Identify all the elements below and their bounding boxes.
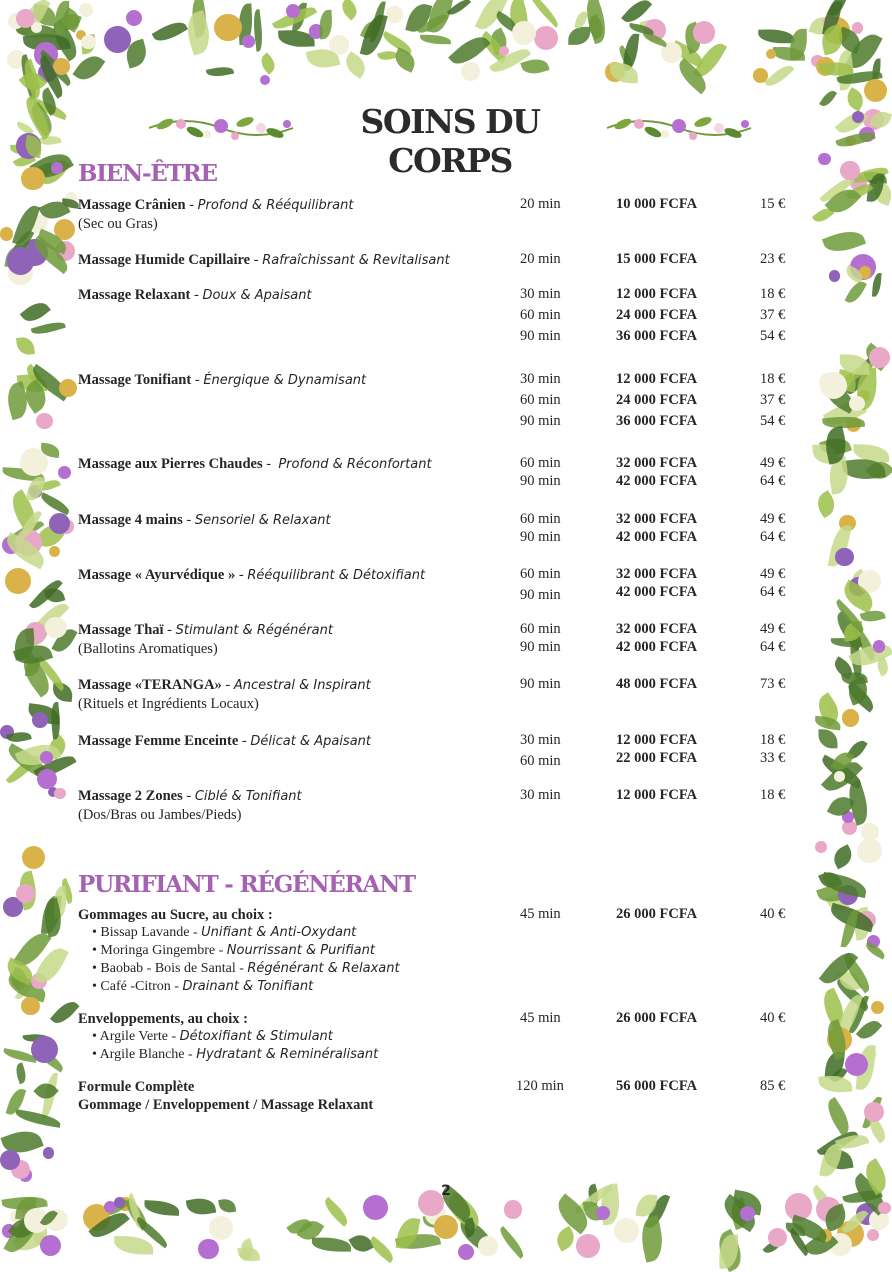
leaf-icon [841,1206,869,1237]
item-description: Ancestral & Inspirant [233,678,371,693]
flower-icon [845,1053,868,1076]
flower-icon [840,161,859,180]
leaf-icon [822,225,866,256]
item-name: Massage aux Pierres Chaudes [78,456,263,472]
leaf-icon [14,1109,61,1128]
option-item: • Café -Citron - Drainant & Tonifiant [92,979,314,994]
item-name: Massage Relaxant [78,287,191,303]
price-duration: 90 min [520,676,561,692]
price-duration: 20 min [520,251,561,267]
leaf-icon [39,493,72,516]
leaf-icon [114,1236,153,1255]
page-header [145,100,755,180]
price-duration: 60 min [520,455,561,471]
leaf-icon [182,10,215,55]
leaf-icon [49,702,62,740]
price-duration: 30 min [520,787,561,803]
price-euro: 64 € [760,584,786,600]
leaf-icon [143,1200,179,1216]
flower-icon [871,1001,884,1014]
price-fcfa: 42 000 FCFA [616,584,698,600]
price-fcfa: 48 000 FCFA [616,676,698,692]
flower-icon [842,709,860,727]
leaf-icon [218,1197,236,1213]
item-name: Massage Thaï [78,622,164,638]
flower-icon [36,413,52,429]
price-euro: 33 € [760,750,786,766]
menu-item-gommages-sucre [78,906,798,996]
leaf-icon [637,1215,667,1262]
price-duration: 90 min [520,328,561,344]
flower-icon [58,466,71,479]
flower-icon [386,6,402,22]
price-fcfa: 42 000 FCFA [616,473,698,489]
price-euro: 23 € [760,251,786,267]
option-item: • Moringa Gingembre - Nourrissant & Purifiant [92,943,375,958]
leaf-icon [14,1062,29,1084]
price-fcfa: 15 000 FCFA [616,251,698,267]
price-fcfa: 12 000 FCFA [616,286,698,302]
leaf-icon [50,997,80,1028]
price-duration: 30 min [520,732,561,748]
menu-item-massage-teranga: Massage «TERANGA» - Ancestral & Inspirant (Rituels et Ingrédients Locaux) 90 min 48 000 FCFA 73 € [78,676,798,713]
menu-item-enveloppements [78,1010,798,1064]
price-euro: 64 € [760,529,786,545]
item-description: Profond & Rééquilibrant [197,198,354,213]
leaf-icon [822,1097,855,1136]
leaf-icon [812,490,839,518]
price-euro: 49 € [760,566,786,582]
leaf-icon [819,88,837,108]
menu-item-massage-2-zones: Massage 2 Zones - Ciblé & Tonifiant (Dos/Bras ou Jambes/Pieds) 30 min 12 000 FCFA 18 € [78,787,798,824]
flower-icon [40,1235,61,1256]
flower-icon [504,1200,523,1219]
flower-icon [54,788,66,800]
flower-icon [40,751,53,764]
price-duration: 90 min [520,473,561,489]
item-name: Gommages au Sucre, au choix : [78,907,273,923]
flower-icon [861,823,879,841]
leaf-icon [338,0,361,21]
floral-border-left [0,0,80,1262]
leaf-icon [392,47,420,73]
price-euro: 49 € [760,511,786,527]
price-fcfa: 42 000 FCFA [616,639,698,655]
menu-item-massage-humide-capillaire: Massage Humide Capillaire - Rafraîchissant & Revitalisant 20 min 15 000 FCFA 23 € [78,251,798,270]
flower-icon [878,1202,891,1215]
leaf-icon [872,273,882,297]
item-subtitle: (Dos/Bras ou Jambes/Pieds) [78,807,242,823]
leaf-icon [20,298,51,327]
price-euro: 73 € [760,676,786,692]
flower-icon [79,3,93,17]
leaf-icon [845,279,868,307]
leaf-icon [44,586,65,605]
item-description: Sensoriel & Relaxant [194,513,331,528]
flower-icon [0,227,13,240]
price-euro: 54 € [760,413,786,429]
price-duration: 60 min [520,566,561,582]
flower-icon [81,35,96,50]
price-duration: 90 min [520,639,561,655]
item-subtitle: (Rituels et Ingrédients Locaux) [78,696,259,712]
menu-item-massage-pierres-chaudes: Massage aux Pierres Chaudes - Profond & Réconfortant 60 min 32 000 FCFA 49 € 90 min 42 000 FCFA 64 € [78,455,798,474]
price-duration: 120 min [516,1078,564,1094]
item-name: Formule Complète [78,1079,195,1095]
price-duration: 60 min [520,753,561,769]
leaf-icon [206,65,234,79]
flower-icon [209,1216,233,1240]
page-title: SOINS DU CORPS [360,102,540,180]
option-item: • Argile Verte - Détoxifiant & Stimulant [92,1029,333,1044]
price-fcfa: 36 000 FCFA [616,328,698,344]
leaf-icon [312,1238,351,1252]
item-name: Massage Crânien [78,197,186,213]
menu-item-massage-femme-enceinte: Massage Femme Enceinte - Délicat & Apaisant 30 min 12 000 FCFA 18 € 60 min 22 000 FCFA 33 € [78,732,798,751]
leaf-icon [341,51,370,79]
leaf-icon [320,1196,351,1226]
flower-icon [49,546,60,557]
leaf-icon [30,319,65,337]
flower-icon [260,75,270,85]
menu-item-massage-relaxant: Massage Relaxant - Doux & Apaisant 30 min 12 000 FCFA 18 € 60 min 24 000 FCFA 37 € 90 min 36 000 FCFA 54 € [78,286,798,305]
item-subtitle: Gommage / Enveloppement / Massage Relaxant [78,1097,374,1113]
flower-icon [37,769,57,789]
price-euro: 18 € [760,286,786,302]
flower-icon [21,167,44,190]
price-euro: 18 € [760,787,786,803]
page-number: 2 [441,1183,451,1199]
option-item: • Argile Blanche - Hydratant & Reminéralisant [92,1047,379,1062]
item-description: Doux & Apaisant [202,288,312,303]
flower-icon [693,21,715,43]
flower-icon [766,49,776,59]
price-fcfa: 12 000 FCFA [616,371,698,387]
leaf-icon [818,729,837,748]
price-euro: 64 € [760,473,786,489]
price-fcfa: 32 000 FCFA [616,621,698,637]
flower-icon [740,1206,755,1221]
flower-icon [873,640,885,652]
leaf-icon [521,55,550,77]
price-fcfa: 12 000 FCFA [616,787,698,803]
leaf-icon [568,26,590,44]
flower-icon [614,1218,639,1243]
item-name: Massage 4 mains [78,512,183,528]
price-duration: 60 min [520,511,561,527]
item-name: Massage 2 Zones [78,788,183,804]
menu-item-massage-4-mains: Massage 4 mains - Sensoriel & Relaxant 60 min 32 000 FCFA 49 € 90 min 42 000 FCFA 64 € [78,511,798,530]
item-name: Massage Tonifiant [78,372,192,388]
price-fcfa: 10 000 FCFA [616,196,698,212]
price-fcfa: 26 000 FCFA [616,906,698,922]
leaf-icon [553,1226,579,1251]
menu-item-massage-cranien: Massage Crânien - Profond & Rééquilibrant (Sec ou Gras) 20 min 10 000 FCFA 15 € [78,196,798,233]
flower-icon [478,1236,498,1256]
price-duration: 60 min [520,307,561,323]
leaf-icon [55,1,69,35]
floral-border-right [812,0,892,1262]
menu-item-massage-ayurvedique: Massage « Ayurvédique » - Rééquilibrant & Détoxifiant 60 min 32 000 FCFA 49 € 90 min 42 000 FCFA 64 € [78,566,798,585]
price-euro: 40 € [760,906,786,922]
leaf-icon [497,1227,528,1260]
flower-garland-right-icon [603,106,755,146]
price-duration: 30 min [520,286,561,302]
floral-border-bottom [0,1190,892,1262]
price-euro: 18 € [760,371,786,387]
price-euro: 37 € [760,392,786,408]
flower-icon [512,21,536,45]
item-subtitle: (Ballotins Aromatiques) [78,641,218,657]
price-duration: 90 min [520,587,561,603]
price-duration: 30 min [520,371,561,387]
flower-icon [32,712,48,728]
item-description: Énergique & Dynamisant [203,373,367,388]
price-euro: 18 € [760,732,786,748]
price-euro: 54 € [760,328,786,344]
leaf-icon [790,29,807,60]
flower-icon [21,997,40,1016]
flower-icon [869,347,890,368]
menu-item-formule-complete [78,1078,798,1114]
flower-icon [214,14,242,42]
leaf-icon [16,336,35,356]
price-euro: 37 € [760,307,786,323]
leaf-icon [257,52,279,74]
menu-item-massage-thai: Massage Thaï - Stimulant & Régénérant (Ballotins Aromatiques) 60 min 32 000 FCFA 49 € 90 min 42 000 FCFA 64 € [78,621,798,658]
flower-icon [458,1244,474,1260]
price-euro: 64 € [760,639,786,655]
flower-icon [7,247,34,274]
item-name: Massage « Ayurvédique » [78,567,236,583]
price-euro: 49 € [760,455,786,471]
price-duration: 60 min [520,621,561,637]
menu-item-massage-tonifiant: Massage Tonifiant - Énergique & Dynamisant 30 min 12 000 FCFA 18 € 60 min 24 000 FCFA 37 € 90 min 36 000 FCFA 54 € [78,371,798,390]
option-item: • Bissap Lavande - Unifiant & Anti-Oxydant [92,925,357,940]
price-duration: 45 min [520,906,561,922]
flower-icon [363,1195,388,1220]
leaf-icon [152,17,188,46]
flower-icon [22,846,46,870]
leaf-icon [419,34,450,44]
flower-icon [576,1234,600,1258]
price-euro: 49 € [760,621,786,637]
price-duration: 60 min [520,392,561,408]
flower-icon [59,379,77,397]
leaf-icon [758,29,795,44]
price-fcfa: 32 000 FCFA [616,511,698,527]
flower-icon [834,771,845,782]
flower-icon [114,1197,125,1208]
flower-icon [5,568,31,594]
flower-icon [768,1228,787,1247]
item-description: Profond & Réconfortant [278,457,432,472]
item-description: Rafraîchissant & Revitalisant [262,253,450,268]
flower-icon [461,62,480,81]
item-description: Délicat & Apaisant [250,734,372,749]
leaf-icon [367,1236,397,1263]
leaf-icon [186,1196,217,1218]
price-duration: 90 min [520,529,561,545]
leaf-icon [318,10,333,40]
item-name: Enveloppements, au choix : [78,1011,248,1027]
flower-icon [31,1036,58,1063]
price-fcfa: 22 000 FCFA [616,750,698,766]
flower-icon [534,26,558,50]
flower-icon [16,884,35,903]
item-name: Massage Humide Capillaire [78,252,251,268]
item-name: Massage Femme Enceinte [78,733,239,749]
item-subtitle: (Sec ou Gras) [78,216,158,232]
item-description: Stimulant & Régénérant [175,623,333,638]
price-fcfa: 26 000 FCFA [616,1010,698,1026]
price-duration: 20 min [520,196,561,212]
floral-border-top [0,0,892,85]
price-fcfa: 32 000 FCFA [616,455,698,471]
price-fcfa: 42 000 FCFA [616,529,698,545]
flower-icon [126,10,142,26]
flower-icon [815,841,827,853]
price-fcfa: 12 000 FCFA [616,732,698,748]
price-euro: 85 € [760,1078,786,1094]
flower-icon [849,396,865,412]
flower-icon [434,1215,458,1239]
price-euro: 15 € [760,196,786,212]
item-description: Ciblé & Tonifiant [194,789,302,804]
flower-icon [818,153,831,166]
section-title-bien-etre: BIEN-ÊTRE [78,160,217,187]
price-fcfa: 24 000 FCFA [616,307,698,323]
price-duration: 45 min [520,1010,561,1026]
flower-icon [45,617,66,638]
flower-icon [864,1102,884,1122]
flower-icon [242,35,255,48]
price-duration: 90 min [520,413,561,429]
flower-icon [857,839,881,863]
price-fcfa: 56 000 FCFA [616,1078,698,1094]
leaf-icon [764,61,794,90]
flower-icon [864,79,887,102]
item-description: Rééquilibrant & Détoxifiant [247,568,426,583]
price-fcfa: 24 000 FCFA [616,392,698,408]
flower-icon [829,270,841,282]
price-fcfa: 36 000 FCFA [616,413,698,429]
flower-icon [596,1206,610,1220]
section-title-purifiant-regenerant: PURIFIANT - RÉGÉNÉRANT [78,871,415,898]
flower-icon [0,1150,20,1170]
flower-icon [49,513,70,534]
flower-icon [835,548,854,567]
flower-garland-left-icon [145,106,297,146]
leaf-icon [830,845,856,870]
option-item: • Baobab - Bois de Santal - Régénérant & Relaxant [92,961,400,976]
flower-icon [198,1239,219,1260]
leaf-icon [818,1074,852,1094]
price-euro: 40 € [760,1010,786,1026]
price-fcfa: 32 000 FCFA [616,566,698,582]
item-name: Massage «TERANGA» [78,677,222,693]
flower-icon [43,1147,54,1158]
